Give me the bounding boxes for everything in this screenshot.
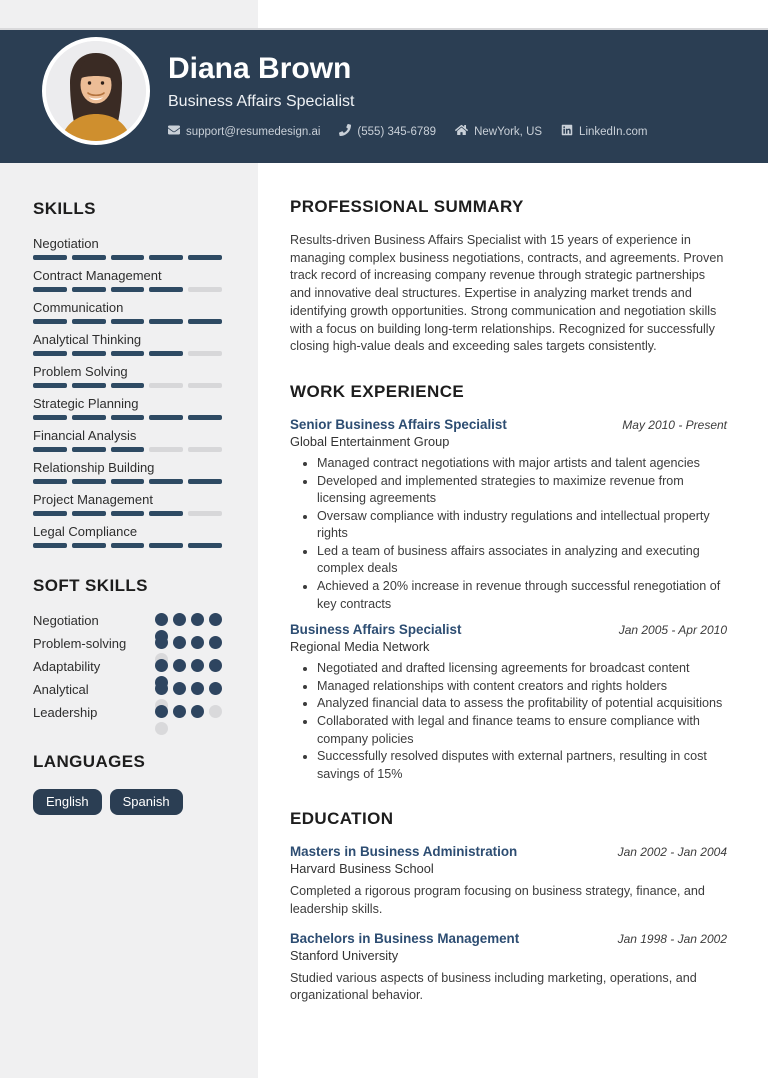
skill-label: Strategic Planning xyxy=(33,396,139,411)
job-dates: May 2010 - Present xyxy=(622,417,727,432)
skill-bar-segment xyxy=(33,255,67,260)
education-header xyxy=(290,844,727,859)
rating-dot xyxy=(191,682,204,695)
work-experience-section xyxy=(290,382,727,784)
rating-dot xyxy=(155,659,168,672)
skill-row xyxy=(33,524,222,548)
skill-bar-segment xyxy=(33,479,67,484)
skill-row xyxy=(33,460,222,484)
language-chip: English xyxy=(33,789,102,815)
skill-level-bar xyxy=(33,415,222,420)
rating-dot xyxy=(191,636,204,649)
education-school: Stanford University xyxy=(290,947,399,963)
experience-heading: WORK EXPERIENCE xyxy=(290,381,465,401)
skill-bar-segment xyxy=(188,319,222,324)
skill-bar-segment xyxy=(33,447,67,452)
skill-level-bar xyxy=(33,511,222,516)
skill-bar-segment xyxy=(188,287,222,292)
job-title: Business Affairs Specialist xyxy=(290,622,462,638)
contact-location[interactable] xyxy=(455,124,542,139)
skill-bar-segment xyxy=(111,543,145,548)
job-bullet: • Achieved a 20% increase in revenue through successful renegotiation of key contracts xyxy=(317,578,727,613)
contact-linkedin[interactable] xyxy=(561,124,647,139)
skill-row xyxy=(33,396,222,420)
contact-email-text: support@resumedesign.ai xyxy=(186,125,321,138)
skill-level-bar xyxy=(33,351,222,356)
contact-linkedin-text: LinkedIn.com xyxy=(579,125,648,138)
avatar xyxy=(42,37,150,145)
job-bullet: • Successfully resolved disputes with external partners, resulting in cost savings of 15% xyxy=(317,748,727,783)
job-dates: Jan 2005 - Apr 2010 xyxy=(618,623,727,638)
contact-row xyxy=(168,124,647,139)
education-list xyxy=(290,844,727,1004)
main-column xyxy=(290,197,727,1017)
skill-bar-segment xyxy=(149,415,183,420)
skill-row xyxy=(33,300,222,324)
rating-dot xyxy=(191,613,204,626)
job-header xyxy=(290,417,727,432)
skill-label: Legal Compliance xyxy=(33,524,138,539)
skills-heading: SKILLS xyxy=(33,199,96,218)
rating-dot xyxy=(173,682,186,695)
skill-bar-segment xyxy=(188,415,222,420)
soft-skill-row xyxy=(33,613,222,636)
education-dates: Jan 2002 - Jan 2004 xyxy=(617,845,727,860)
skill-bar-segment xyxy=(111,479,145,484)
rating-dot xyxy=(209,682,222,695)
education-heading: EDUCATION xyxy=(290,809,394,829)
job-bullets xyxy=(290,660,727,783)
skill-bar-segment xyxy=(72,415,106,420)
skill-row xyxy=(33,332,222,356)
rating-dot xyxy=(209,659,222,672)
skill-label: Communication xyxy=(33,300,124,315)
contact-phone[interactable] xyxy=(339,124,436,139)
rating-dot xyxy=(191,705,204,718)
home-icon xyxy=(455,124,468,139)
education-section xyxy=(290,809,727,1004)
skill-label: Financial Analysis xyxy=(33,428,137,443)
skill-label: Relationship Building xyxy=(33,460,155,475)
skill-level-bar xyxy=(33,255,222,260)
soft-skills-heading: SOFT SKILLS xyxy=(33,576,148,595)
skill-bar-segment xyxy=(72,511,106,516)
skill-row xyxy=(33,268,222,292)
jobs-list xyxy=(290,417,727,784)
job-entry xyxy=(290,622,727,783)
skill-label: Project Management xyxy=(33,492,153,507)
skill-row xyxy=(33,428,222,452)
job-bullet: • Managed contract negotiations with major artists and talent agencies xyxy=(317,455,727,473)
soft-skill-dots xyxy=(155,705,222,735)
rating-dot xyxy=(173,659,186,672)
contact-email[interactable] xyxy=(168,124,320,139)
language-chip: Spanish xyxy=(110,789,183,815)
education-header xyxy=(290,931,727,946)
skill-bar-segment xyxy=(33,383,67,388)
job-company: Regional Media Network xyxy=(290,639,430,655)
skill-bar-segment xyxy=(111,255,145,260)
job-bullet: • Developed and implemented strategies to maximize revenue from licensing agreements xyxy=(317,473,727,508)
job-bullets xyxy=(290,455,727,613)
soft-skill-row xyxy=(33,705,222,728)
job-bullet: • Negotiated and drafted licensing agreements for broadcast content xyxy=(317,660,727,678)
skill-bar-segment xyxy=(111,287,145,292)
skill-level-bar xyxy=(33,447,222,452)
skill-bar-segment xyxy=(149,447,183,452)
rating-dot xyxy=(173,705,186,718)
job-bullet: • Led a team of business affairs associates in analyzing and executing complex deals xyxy=(317,543,727,578)
rating-dot xyxy=(173,613,186,626)
skill-row xyxy=(33,236,222,260)
education-description: Completed a rigorous program focusing on business strategy, finance, and leadership skills. xyxy=(290,884,705,917)
skill-bar-segment xyxy=(33,415,67,420)
skill-level-bar xyxy=(33,479,222,484)
person-title: Business Affairs Specialist xyxy=(168,93,355,110)
skills-list xyxy=(33,236,222,548)
summary-heading: PROFESSIONAL SUMMARY xyxy=(290,197,524,216)
job-company: Global Entertainment Group xyxy=(290,433,450,449)
education-dates: Jan 1998 - Jan 2002 xyxy=(617,931,727,946)
skill-bar-segment xyxy=(33,511,67,516)
skill-bar-segment xyxy=(149,351,183,356)
skill-bar-segment xyxy=(72,255,106,260)
contact-location-text: NewYork, US xyxy=(474,125,543,138)
skill-bar-segment xyxy=(72,383,106,388)
skill-bar-segment xyxy=(188,447,222,452)
top-strip xyxy=(0,0,258,30)
rating-dot xyxy=(155,705,168,718)
soft-skill-label: Adaptability xyxy=(33,659,101,674)
soft-skill-label: Problem-solving xyxy=(33,636,127,651)
education-description: Studied various aspects of business including marketing, operations, and organizational behavior. xyxy=(290,970,697,1003)
avatar-illustration xyxy=(46,41,146,141)
skill-bar-segment xyxy=(33,543,67,548)
skill-bar-segment xyxy=(149,543,183,548)
rating-dot xyxy=(155,613,168,626)
job-bullet: • Oversaw compliance with industry regulations and intellectual property rights xyxy=(317,508,727,543)
skill-bar-segment xyxy=(72,447,106,452)
soft-skill-label: Leadership xyxy=(33,705,98,720)
job-bullet: • Collaborated with legal and finance teams to ensure compliance with company policies xyxy=(317,713,727,748)
rating-dot xyxy=(209,705,222,718)
skill-bar-segment xyxy=(111,383,145,388)
skill-row xyxy=(33,364,222,388)
skill-level-bar xyxy=(33,319,222,324)
soft-skills-list xyxy=(33,613,222,728)
linkedin-icon xyxy=(561,124,573,139)
skill-bar-segment xyxy=(33,319,67,324)
skill-bar-segment xyxy=(149,479,183,484)
rating-dot xyxy=(191,659,204,672)
soft-skill-row xyxy=(33,659,222,682)
header-band xyxy=(0,30,768,163)
skill-bar-segment xyxy=(111,511,145,516)
skill-row xyxy=(33,492,222,516)
skill-bar-segment xyxy=(149,383,183,388)
phone-icon xyxy=(339,124,351,139)
education-degree: Masters in Business Administration xyxy=(290,844,518,860)
skill-label: Negotiation xyxy=(33,236,99,251)
skill-bar-segment xyxy=(188,383,222,388)
person-name: Diana Brown xyxy=(168,52,352,85)
skill-bar-segment xyxy=(33,351,67,356)
contact-phone-text: (555) 345-6789 xyxy=(357,125,437,138)
education-degree: Bachelors in Business Management xyxy=(290,930,520,946)
soft-skill-label: Analytical xyxy=(33,682,89,697)
skill-bar-segment xyxy=(111,415,145,420)
skill-bar-segment xyxy=(111,351,145,356)
job-header xyxy=(290,622,727,637)
skill-bar-segment xyxy=(149,319,183,324)
languages-list xyxy=(33,789,222,815)
rating-dot xyxy=(155,636,168,649)
soft-skill-row xyxy=(33,682,222,705)
skill-bar-segment xyxy=(72,287,106,292)
skill-bar-segment xyxy=(72,351,106,356)
skill-bar-segment xyxy=(149,511,183,516)
job-bullet: • Analyzed financial data to assess the profitability of potential acquisitions xyxy=(317,695,727,713)
skill-bar-segment xyxy=(188,351,222,356)
skill-bar-segment xyxy=(111,447,145,452)
skill-bar-segment xyxy=(72,479,106,484)
skill-bar-segment xyxy=(188,255,222,260)
education-entry xyxy=(290,931,727,1005)
skill-level-bar xyxy=(33,543,222,548)
job-bullet: • Managed relationships with content creators and rights holders xyxy=(317,678,727,696)
rating-dot xyxy=(209,636,222,649)
email-icon xyxy=(168,124,180,139)
skill-bar-segment xyxy=(72,543,106,548)
summary-text: Results-driven Business Affairs Specialist with 15 years of experience in managing complex business negotiations, contracts, and agreements. Proven track record of increasing company revenue through strategic partnerships and innovative deal structures. Expertise in analyzing market trends and identifying growth opportunities. Strong communication and negotiation skills with a focus on building long-term relationships. Recognized for successfully closing high-value deals and exceeding sales targets consistently. xyxy=(290,233,724,354)
skill-level-bar xyxy=(33,287,222,292)
skill-bar-segment xyxy=(188,479,222,484)
rating-dot xyxy=(155,682,168,695)
job-entry xyxy=(290,417,727,613)
skill-label: Problem Solving xyxy=(33,364,128,379)
skill-label: Analytical Thinking xyxy=(33,332,142,347)
skill-bar-segment xyxy=(149,255,183,260)
skill-label: Contract Management xyxy=(33,268,162,283)
skill-bar-segment xyxy=(188,511,222,516)
job-title: Senior Business Affairs Specialist xyxy=(290,416,507,432)
skill-bar-segment xyxy=(33,287,67,292)
skill-bar-segment xyxy=(188,543,222,548)
soft-skill-label: Negotiation xyxy=(33,613,99,628)
skill-bar-segment xyxy=(111,319,145,324)
rating-dot xyxy=(155,722,168,735)
languages-heading: LANGUAGES xyxy=(33,752,146,771)
rating-dot xyxy=(173,636,186,649)
rating-dot xyxy=(209,613,222,626)
sidebar xyxy=(0,30,258,1078)
skill-bar-segment xyxy=(72,319,106,324)
skill-level-bar xyxy=(33,383,222,388)
education-school: Harvard Business School xyxy=(290,861,434,877)
education-entry xyxy=(290,844,727,918)
soft-skill-row xyxy=(33,636,222,659)
skill-bar-segment xyxy=(149,287,183,292)
